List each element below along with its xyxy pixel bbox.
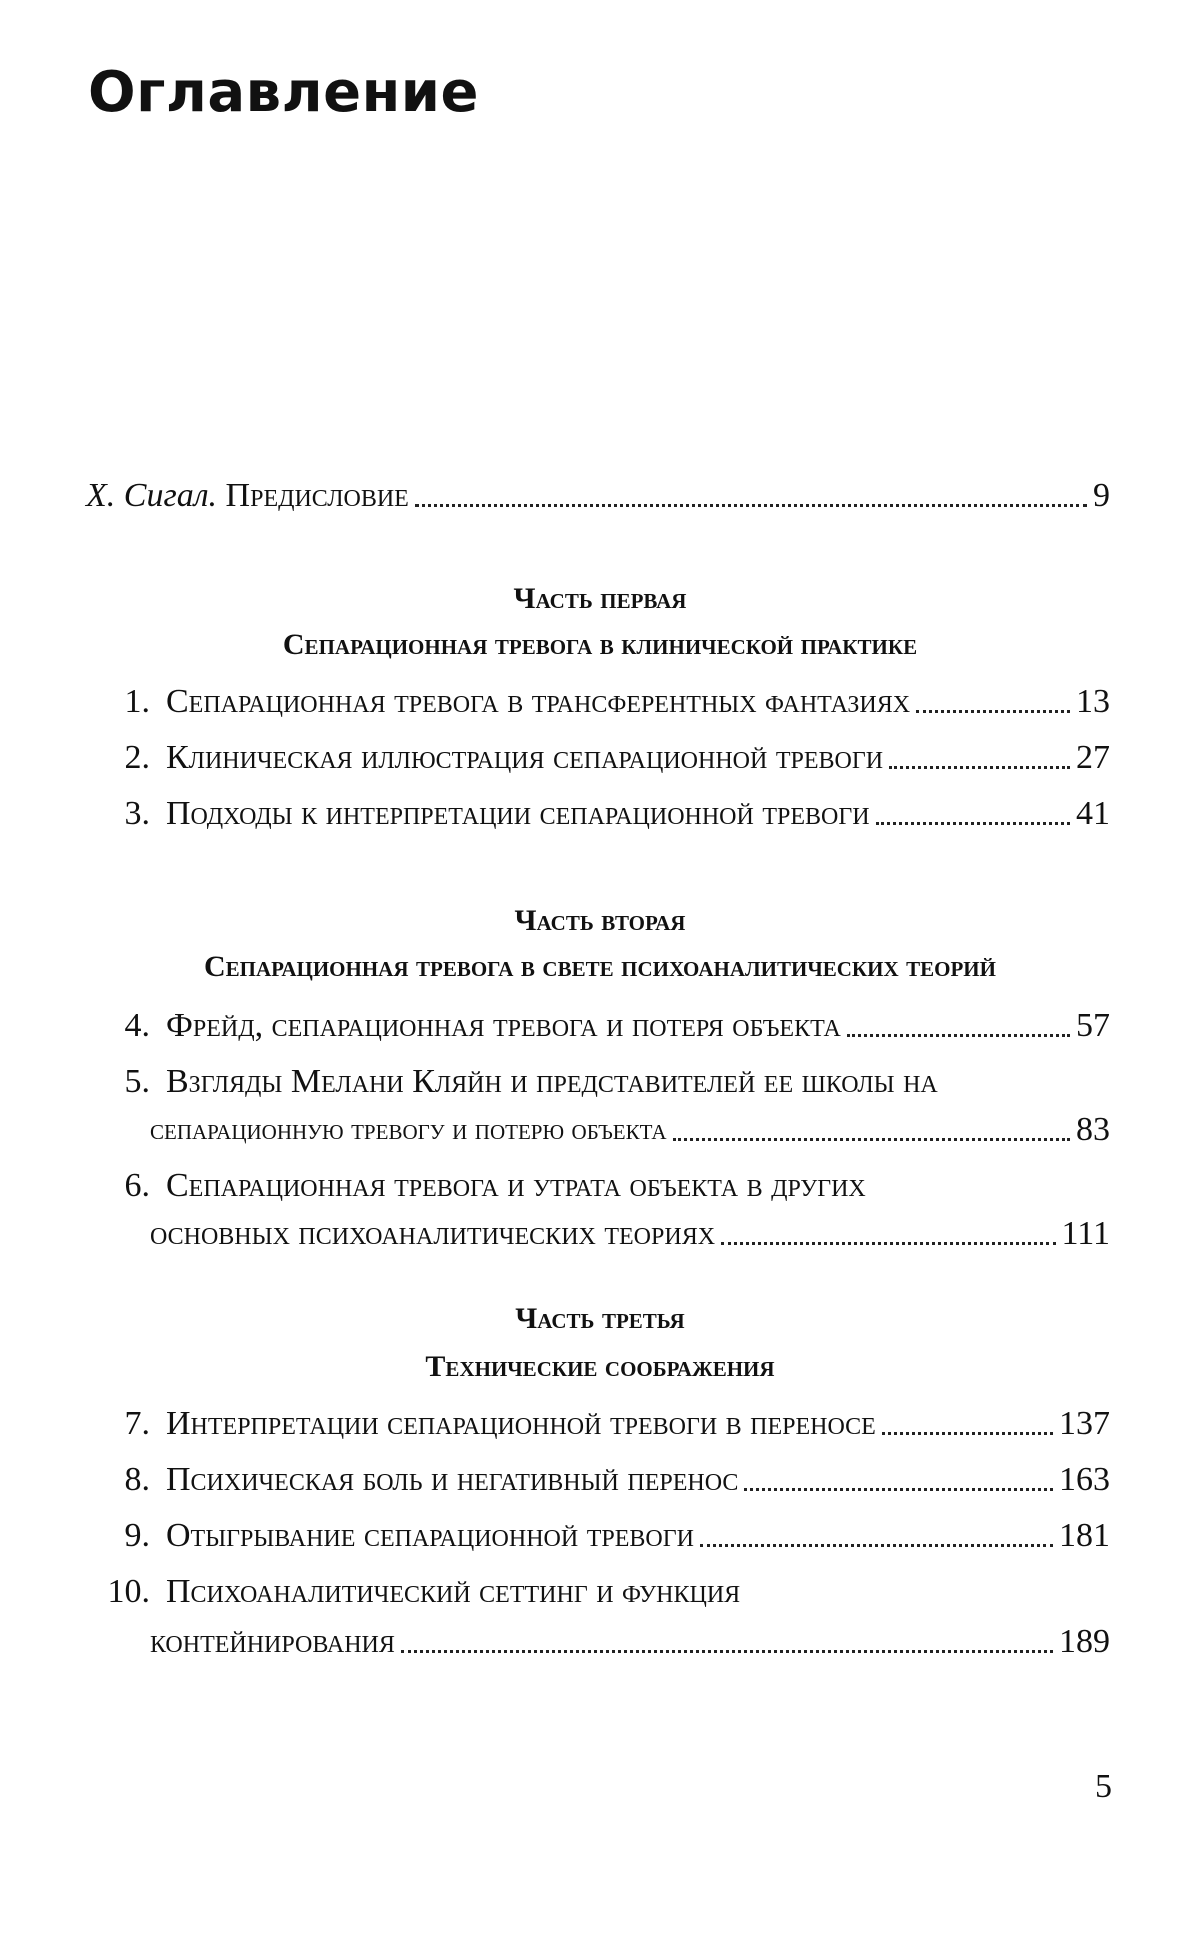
toc-page-number: 9 — [1093, 477, 1110, 514]
chapter-title: Отыгрывание сепарационной тревоги — [166, 1517, 694, 1554]
dot-leader — [876, 822, 1070, 825]
toc-page-number: 13 — [1076, 683, 1110, 720]
toc-entry-chapter — [90, 1460, 1110, 1500]
toc-entry-chapter — [90, 1572, 1110, 1612]
chapter-title: Психоаналитический сеттинг и функция — [166, 1573, 741, 1610]
toc-page-number: 111 — [1061, 1215, 1110, 1252]
toc-entry-chapter — [90, 1062, 1110, 1102]
dot-leader — [916, 710, 1070, 713]
toc-entry-chapter — [90, 738, 1110, 778]
chapter-title: Фрейд, сепарационная тревога и потеря объекта — [166, 1007, 841, 1044]
toc-entry-chapter — [90, 1166, 1110, 1206]
dot-leader — [744, 1488, 1053, 1491]
toc-entry-preface — [86, 476, 1110, 516]
toc-entry-continuation — [150, 1110, 1110, 1150]
toc-entry-chapter — [90, 682, 1110, 722]
dot-leader — [882, 1432, 1053, 1435]
chapter-number: 7. — [124, 1405, 150, 1442]
toc-entry-chapter — [90, 1516, 1110, 1556]
toc-page-number: 189 — [1059, 1623, 1110, 1660]
part-label: Часть третья — [515, 1302, 685, 1335]
dot-leader — [889, 766, 1070, 769]
dot-leader — [673, 1138, 1070, 1141]
toc-page-number: 57 — [1076, 1007, 1110, 1044]
toc-page-number: 27 — [1076, 739, 1110, 776]
toc-entry-chapter — [90, 1404, 1110, 1444]
toc-entry-title — [86, 476, 409, 516]
preface-author: Х. Сигал. — [86, 477, 218, 514]
toc-entry-chapter — [90, 1006, 1110, 1046]
chapter-number: 9. — [124, 1517, 150, 1554]
chapter-title: Сепарационная тревога и утрата объекта в других — [166, 1167, 866, 1204]
toc-page-number: 41 — [1076, 795, 1110, 832]
dot-leader — [415, 504, 1087, 507]
toc-entry-chapter — [90, 794, 1110, 834]
part-label: Часть вторая — [514, 904, 686, 937]
page-number: 5 — [1095, 1768, 1112, 1805]
preface-title: Предисловие — [225, 477, 409, 514]
chapter-title: Интерпретации сепарационной тревоги в переносе — [166, 1405, 876, 1442]
toc-page-number: 83 — [1076, 1111, 1110, 1148]
part-title: Технические соображения — [425, 1350, 775, 1383]
part-title: Сепарационная тревога в свете психоаналитических теорий — [204, 950, 996, 983]
toc-page-number: 163 — [1059, 1461, 1110, 1498]
chapter-number: 1. — [124, 683, 150, 720]
part-title: Сепарационная тревога в клинической практике — [282, 628, 918, 661]
chapter-title: Подходы к интерпретации сепарационной тревоги — [166, 795, 870, 832]
toc-page-number: 181 — [1059, 1517, 1110, 1554]
chapter-number: 10. — [107, 1573, 150, 1610]
chapter-number: 3. — [124, 795, 150, 832]
part-label: Часть первая — [513, 582, 687, 615]
chapter-title-continuation: сепарационную тревогу и потерю объекта — [150, 1113, 667, 1146]
chapter-title: Клиническая иллюстрация сепарационной тревоги — [166, 739, 884, 776]
chapter-title: Сепарационная тревога в трансферентных фантазиях — [166, 683, 911, 720]
chapter-title: Взгляды Мелани Кляйн и представителей ее школы на — [166, 1063, 938, 1100]
dot-leader — [847, 1034, 1070, 1037]
toc-entry-continuation — [150, 1214, 1110, 1254]
chapter-number: 5. — [124, 1063, 150, 1100]
chapter-number: 8. — [124, 1461, 150, 1498]
toc-entry-continuation — [150, 1622, 1110, 1662]
chapter-number: 4. — [124, 1007, 150, 1044]
page-title: Оглавление — [88, 60, 480, 125]
chapter-number: 6. — [124, 1167, 150, 1204]
chapter-title: Психическая боль и негативный перенос — [166, 1461, 739, 1498]
dot-leader — [401, 1650, 1053, 1653]
chapter-number: 2. — [124, 739, 150, 776]
chapter-title-continuation: контейнирования — [150, 1623, 395, 1660]
toc-page-number: 137 — [1059, 1405, 1110, 1442]
dot-leader — [721, 1242, 1055, 1245]
dot-leader — [700, 1544, 1053, 1547]
chapter-title-continuation: основных психоаналитических теориях — [150, 1215, 716, 1252]
